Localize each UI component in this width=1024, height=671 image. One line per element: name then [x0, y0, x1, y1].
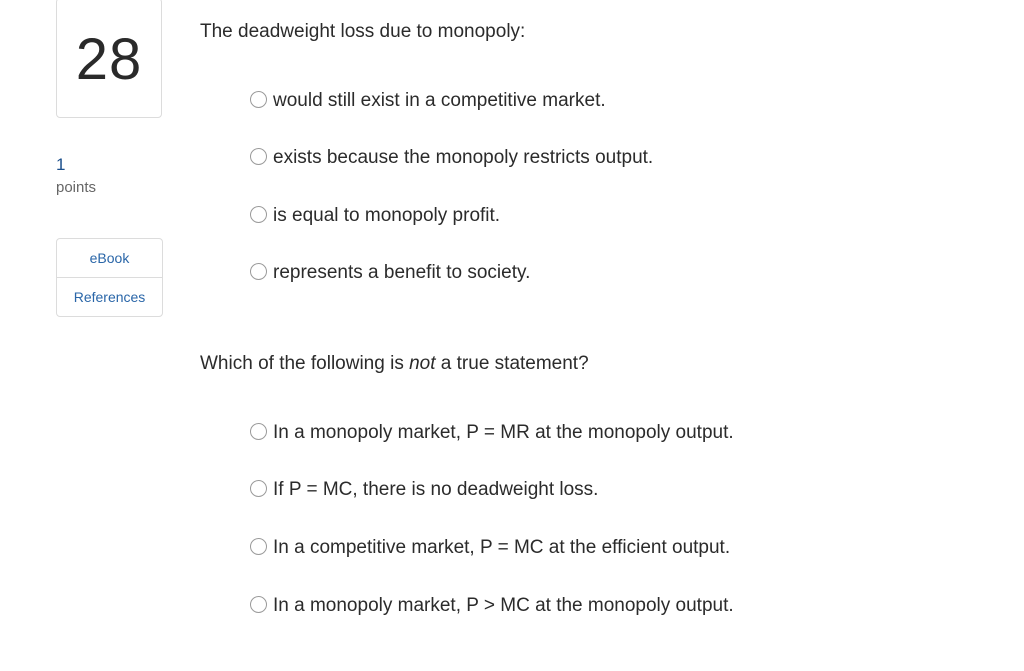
option-label: exists because the monopoly restricts output. — [273, 147, 654, 168]
question-1-prompt: The deadweight loss due to monopoly: — [200, 21, 526, 42]
q2-option-d[interactable] — [250, 595, 734, 617]
q1-option-d[interactable] — [250, 262, 530, 284]
question-number-box — [56, 0, 162, 118]
points-value: 1 — [56, 155, 66, 174]
q1-option-b[interactable] — [250, 147, 653, 169]
radio-button[interactable] — [250, 480, 267, 497]
prompt-text-after: a true statement? — [435, 353, 589, 374]
radio-button[interactable] — [250, 91, 267, 108]
prompt-emphasis: not — [409, 353, 436, 374]
points-label: points — [56, 179, 97, 196]
references-button[interactable]: References — [57, 277, 162, 316]
q2-option-a[interactable] — [250, 422, 734, 444]
option-label: represents a benefit to society. — [273, 262, 531, 283]
q1-option-c[interactable] — [250, 205, 500, 227]
q2-option-b[interactable] — [250, 479, 598, 501]
radio-button[interactable] — [250, 538, 267, 555]
radio-button[interactable] — [250, 423, 267, 440]
q1-option-a[interactable] — [250, 90, 606, 112]
option-label: In a competitive market, P = MC at the efficient output. — [273, 537, 731, 558]
option-label: If P = MC, there is no deadweight loss. — [273, 479, 599, 500]
question-number: 28 — [75, 26, 143, 92]
option-label: In a monopoly market, P > MC at the monopoly output. — [273, 595, 734, 616]
radio-button[interactable] — [250, 148, 267, 165]
radio-button[interactable] — [250, 596, 267, 613]
question-2-prompt — [200, 353, 589, 375]
radio-button[interactable] — [250, 263, 267, 280]
q2-option-c[interactable] — [250, 537, 730, 559]
radio-button[interactable] — [250, 206, 267, 223]
resources-panel — [56, 238, 163, 317]
ebook-button[interactable]: eBook — [89, 250, 130, 266]
option-label: is equal to monopoly profit. — [273, 205, 501, 226]
option-label: In a monopoly market, P = MR at the monopoly output. — [273, 422, 734, 443]
option-label: would still exist in a competitive market. — [273, 90, 606, 111]
prompt-text-before: Which of the following is — [200, 353, 410, 374]
